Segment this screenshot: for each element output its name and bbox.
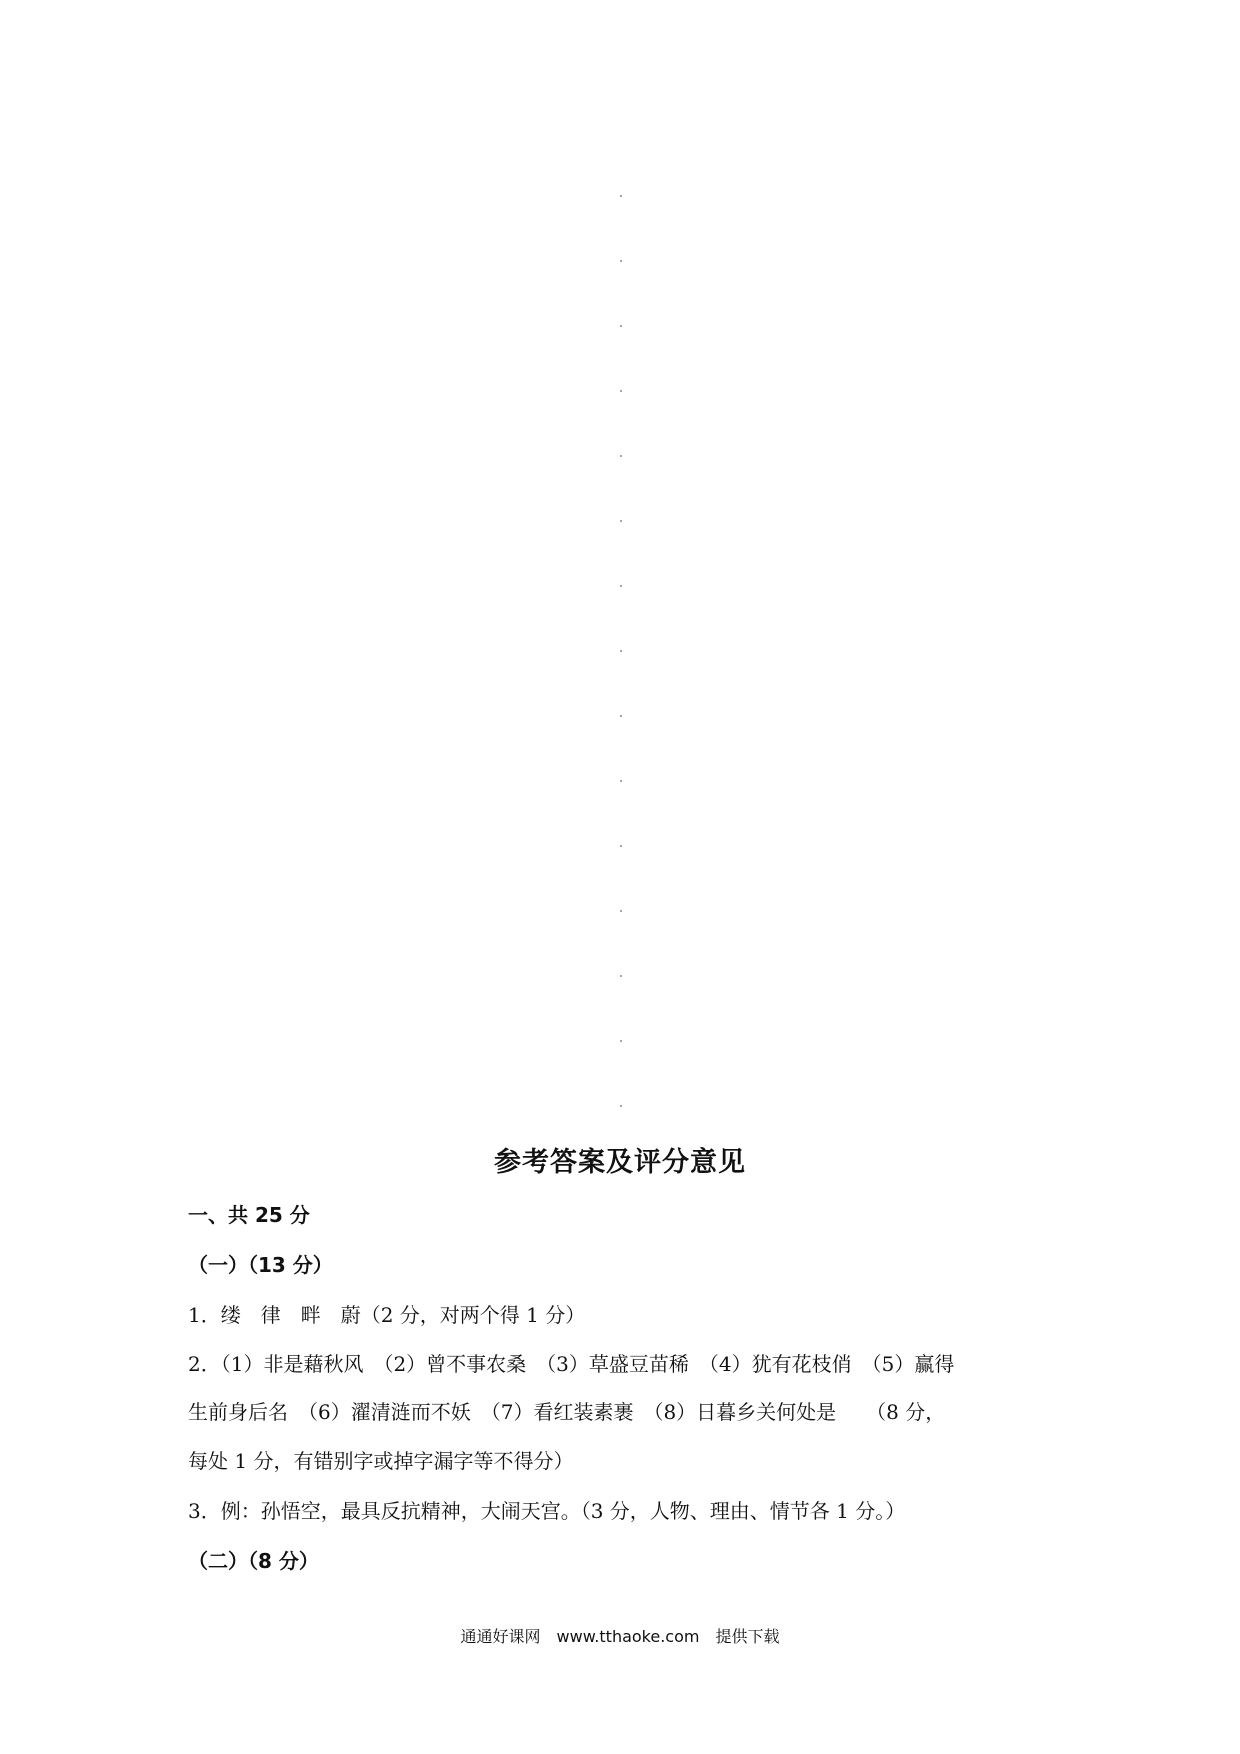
separator-dot: [620, 1105, 622, 1107]
separator-dot: [620, 325, 622, 327]
separator-dot: [620, 975, 622, 977]
separator-dot: [620, 585, 622, 587]
separator-dot: [620, 455, 622, 457]
section-heading: 一、共 25 分: [188, 1203, 310, 1227]
separator-dot: [620, 845, 622, 847]
separator-dot: [620, 520, 622, 522]
page-footer: 通通好课网 www.tthaoke.com 提供下载: [460, 1627, 780, 1646]
separator-dot: [620, 780, 622, 782]
separator-dot: [620, 650, 622, 652]
separator-dot: [620, 260, 622, 262]
part-heading-two: （二）（8 分）: [188, 1549, 319, 1573]
separator-dot: [620, 1040, 622, 1042]
answer-q2-line3: 每处 1 分，有错别字或掉字漏字等不得分）: [188, 1449, 574, 1473]
answer-q3: 3．例：孙悟空，最具反抗精神，大闹天宫。（3 分，人物、理由、情节各 1 分。）: [188, 1499, 906, 1523]
separator-dot: [620, 715, 622, 717]
page-title: 参考答案及评分意见: [494, 1147, 746, 1178]
part-heading-one: （一）（13 分）: [188, 1253, 333, 1277]
separator-dot: [620, 195, 622, 197]
separator-dot: [620, 390, 622, 392]
answer-q2-line2: 生前身后名 （6）濯清涟而不妖 （7）看红装素裹 （8）日暮乡关何处是 （8 分，: [188, 1400, 946, 1424]
separator-dot: [620, 910, 622, 912]
answer-q1: 1．缕 律 畔 蔚（2 分，对两个得 1 分）: [188, 1303, 586, 1327]
answer-q2-line1: 2．（1）非是藉秋风 （2）曾不事农桑 （3）草盛豆苗稀 （4）犹有花枝俏 （5）赢得: [188, 1352, 955, 1376]
